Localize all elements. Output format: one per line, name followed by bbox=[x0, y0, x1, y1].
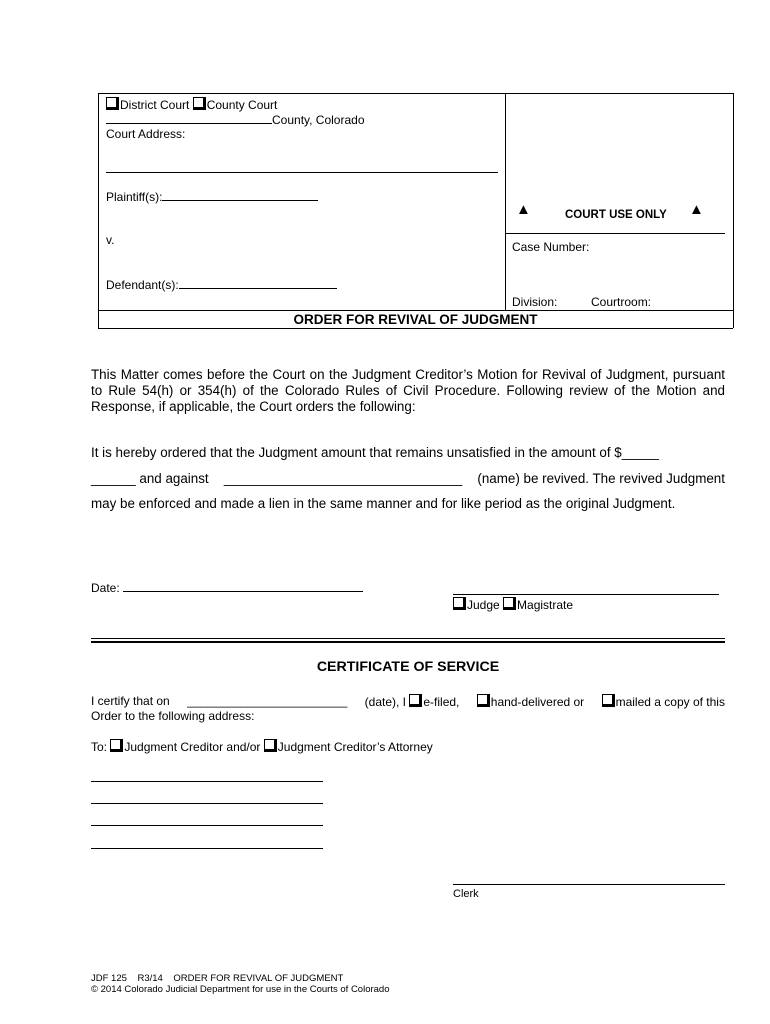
intro-paragraph: This Matter comes before the Court on the Judgment Creditor’s Motion for Revival of Judgment, pursuant to Rule 54(h) or 354(h) of the Colorado Rules of Civil Procedure. Following review of the Motion and Response, if applicable, the Court orders the following: bbox=[91, 367, 725, 414]
caption-right-border bbox=[733, 93, 734, 328]
judge-label: Judge bbox=[467, 598, 500, 612]
certify-date-label-group bbox=[365, 694, 460, 709]
county-court-checkbox[interactable] bbox=[193, 97, 206, 110]
division-label: Division: bbox=[512, 295, 558, 309]
order-line-3: may be enforced and made a lien in the same manner and for like period as the original Judgment. bbox=[91, 496, 676, 511]
county-row bbox=[106, 112, 365, 127]
to-label: To: bbox=[91, 740, 108, 754]
document-title: ORDER FOR REVIVAL OF JUDGMENT bbox=[293, 312, 538, 327]
defendant-blank[interactable] bbox=[179, 277, 337, 289]
court-type-row bbox=[106, 97, 277, 112]
plaintiff-row bbox=[106, 189, 318, 204]
creditor-checkbox[interactable] bbox=[110, 739, 123, 752]
courtroom-label: Courtroom: bbox=[591, 295, 652, 309]
county-court-label: County Court bbox=[206, 98, 278, 112]
caption-top-border bbox=[98, 93, 733, 94]
judge-checkbox[interactable] bbox=[453, 597, 466, 610]
creditor-attorney-checkbox[interactable] bbox=[264, 739, 277, 752]
creditor-label: Judgment Creditor and/or bbox=[124, 740, 261, 754]
magistrate-label: Magistrate bbox=[517, 598, 574, 612]
certify-line-2: Order to the following address: bbox=[91, 709, 255, 723]
caption-divider bbox=[98, 310, 733, 311]
certify-line-1 bbox=[91, 694, 725, 709]
caption-bottom-border bbox=[98, 328, 733, 329]
footer bbox=[91, 973, 390, 995]
mailed-label: mailed a copy of this bbox=[615, 695, 725, 709]
triangle-right-icon: ▲ bbox=[689, 201, 704, 218]
efiled-checkbox[interactable] bbox=[409, 694, 422, 707]
hand-delivered-checkbox[interactable] bbox=[477, 694, 490, 707]
hand-delivered-label: hand-delivered or bbox=[490, 695, 585, 709]
mailed-group bbox=[602, 694, 725, 709]
address-line[interactable] bbox=[91, 803, 323, 804]
caption-left-border bbox=[98, 93, 99, 328]
district-court-label: District Court bbox=[120, 98, 190, 112]
county-colorado-label: County, Colorado bbox=[272, 113, 365, 127]
mailed-checkbox[interactable] bbox=[602, 694, 615, 707]
certify-date-blank[interactable]: ________________________ bbox=[187, 694, 348, 708]
clerk-signature-line[interactable] bbox=[453, 884, 725, 885]
footer-form-id: JDF 125 R3/14 ORDER FOR REVIVAL OF JUDGMENT bbox=[91, 973, 344, 984]
defendant-label: Defendant(s): bbox=[106, 278, 179, 292]
order-line-2-text: (name) be revived. The revived Judgment bbox=[477, 471, 725, 486]
address-line[interactable] bbox=[91, 825, 323, 826]
court-use-only-label: COURT USE ONLY bbox=[565, 209, 667, 221]
certificate-heading: CERTIFICATE OF SERVICE bbox=[316, 659, 500, 675]
court-address-label: Court Address: bbox=[106, 127, 186, 141]
caption-middle-border bbox=[505, 93, 506, 310]
efiled-label: e-filed, bbox=[423, 695, 460, 709]
footer-copyright: © 2014 Colorado Judicial Department for use in the Courts of Colorado bbox=[91, 984, 390, 995]
magistrate-checkbox[interactable] bbox=[503, 597, 516, 610]
section-rule-bottom bbox=[91, 641, 725, 643]
to-row bbox=[91, 739, 433, 754]
order-name-blank[interactable]: ________________________________ bbox=[223, 471, 463, 486]
court-address-line[interactable] bbox=[106, 172, 498, 173]
judge-magistrate-row bbox=[453, 597, 573, 612]
section-rule-top bbox=[91, 638, 725, 639]
plaintiff-label: Plaintiff(s): bbox=[106, 190, 163, 204]
date-label: Date: bbox=[91, 581, 120, 595]
triangle-left-icon: ▲ bbox=[516, 201, 531, 218]
judge-signature-line[interactable] bbox=[453, 594, 719, 595]
order-line-2-amount: ______ and against bbox=[91, 471, 209, 486]
case-number-label: Case Number: bbox=[512, 240, 590, 254]
order-line-2 bbox=[91, 471, 725, 486]
county-blank[interactable] bbox=[106, 112, 272, 124]
plaintiff-blank[interactable] bbox=[162, 189, 318, 201]
clerk-label: Clerk bbox=[453, 888, 479, 900]
address-line[interactable] bbox=[91, 781, 323, 782]
creditor-attorney-label: Judgment Creditor’s Attorney bbox=[277, 740, 433, 754]
date-row bbox=[91, 580, 363, 595]
order-line-1: It is hereby ordered that the Judgment amount that remains unsatisfied in the amount of $_____ bbox=[91, 445, 659, 460]
district-court-checkbox[interactable] bbox=[106, 97, 119, 110]
certify-date-label: (date), I bbox=[364, 695, 407, 709]
date-blank[interactable] bbox=[123, 580, 363, 592]
certify-text: I certify that on bbox=[91, 694, 170, 708]
hand-delivered-group bbox=[477, 694, 584, 709]
court-use-divider bbox=[505, 233, 725, 234]
address-line[interactable] bbox=[91, 848, 323, 849]
defendant-row bbox=[106, 277, 337, 292]
versus-label: v. bbox=[106, 233, 115, 247]
